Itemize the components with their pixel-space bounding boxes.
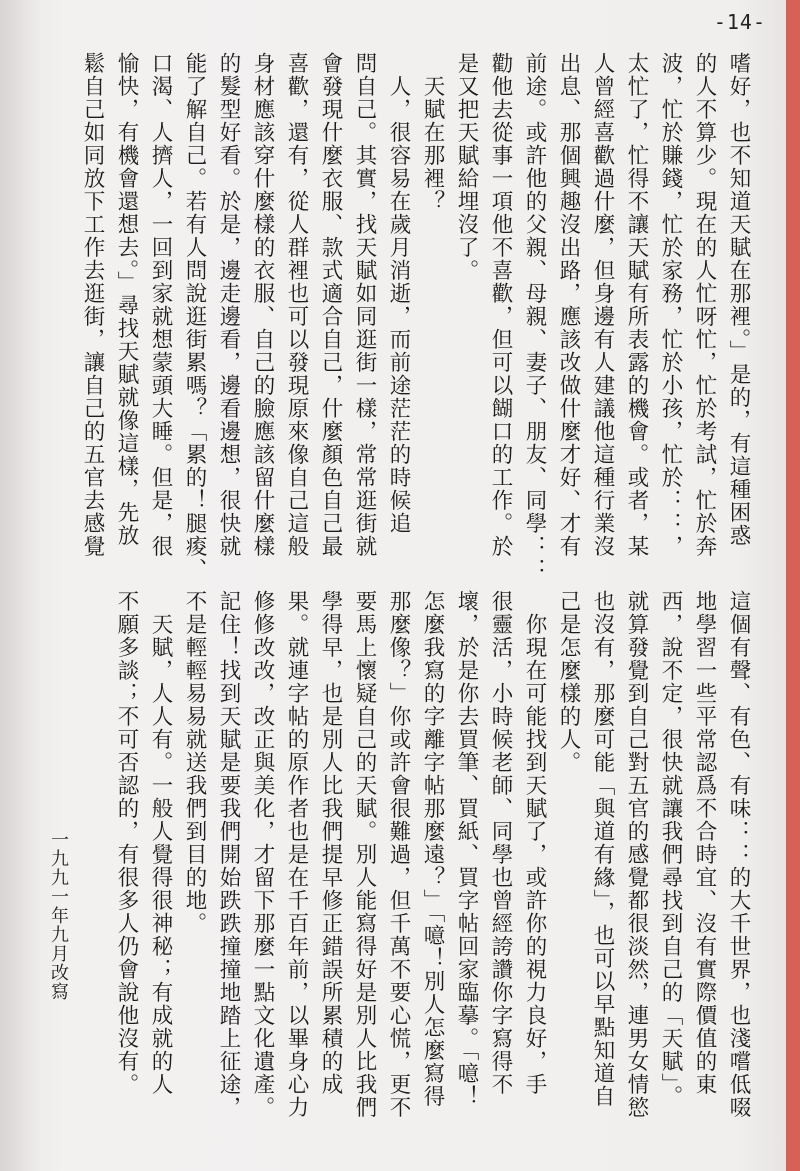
page-edge — [786, 0, 800, 1171]
column-spacer — [75, 590, 109, 1100]
gutter-shadow — [0, 0, 40, 1171]
text-column: 喜歡，還有，從人群裡也可以發現原來像自己這般 — [284, 52, 309, 558]
text-column: 就算發覺到自己對五官的感覺都很淡然，連男女情慾 — [624, 590, 649, 1119]
text-column: 的人不算少。現在的人忙呀忙，忙於考試，忙於奔 — [692, 52, 717, 558]
text-column: 嗜好，也不知道天賦在那裡。」是的，有這種困惑 — [726, 52, 751, 548]
text-column: 口渴、人擠人，一回到家就想蒙頭大睡。但是，很 — [148, 52, 173, 558]
text-column: 問自己。其實，找天賦如同逛街一樣，常常逛街就 — [352, 52, 377, 558]
text-column: 不願多談；不可否認的，有很多人仍會說他沒有。 — [114, 590, 139, 1096]
text-column: 的髮型好看。於是，邊走邊看，邊看邊想，很快就 — [216, 52, 241, 558]
bottom-text-block — [41, 590, 755, 1119]
text-column: 己是怎麼樣的人。 — [556, 590, 581, 774]
text-column: 西，說不定，很快就讓我們尋找到自己的「天賦」。 — [658, 590, 683, 1109]
text-column: 愉快，有機會還想去。」尋找天賦就像這樣，先放 — [114, 52, 139, 548]
text-column: 鬆自己如同放下工作去逛街，讓自己的五官去感覺 — [80, 52, 105, 558]
text-column: 這個有聲、有色、有味：：的大千世界，也淺嚐低啜 — [726, 590, 751, 1119]
text-column: 前途。或許他的父親、母親、妻子、朋友、同學：： — [522, 52, 547, 581]
revision-date: 一九九一年九月改寫 — [48, 830, 69, 1001]
text-column: 出息、那個興趣沒出路，應該改做什麼才好、才有 — [556, 52, 581, 558]
text-column: 很靈活，小時候老師、同學也曾經誇讚你字寫得不 — [488, 590, 513, 1096]
text-column: 太忙了，忙得不讓天賦有所表露的機會。或者，某 — [624, 52, 649, 558]
text-column: 怎麼我寫的字離字帖那麼遠？」「噫！別人怎麼寫得 — [420, 590, 445, 1109]
text-column: 地學習一些平常認爲不合時宜、沒有實際價值的東 — [692, 590, 717, 1096]
text-column: 修修改改，改正與美化，才留下那麼一點文化遺產。 — [250, 590, 275, 1119]
text-column: 會發現什麼衣服、款式適合自己，什麼顏色自己最 — [318, 52, 343, 558]
text-column: 學得早，也是別人比我們提早修正錯誤所累積的成 — [318, 590, 343, 1096]
text-column: 也沒有，那麼可能「與道有緣」，也可以早點知道自 — [590, 590, 615, 1109]
text-column: 那麼像？」你或許會很難過，但千萬不要心慌，更不 — [386, 590, 411, 1119]
text-column: 果。就連字帖的原作者也是在千百年前，以畢身心力 — [284, 590, 309, 1119]
text-column: 要馬上懷疑自己的天賦。別人能寫得好是別人比我們 — [352, 590, 377, 1119]
text-column: 勸他去從事一項他不喜歡，但可以餬口的工作。於 — [488, 52, 513, 558]
text-column: 人，很容易在歲月消逝，而前途茫茫的時候追 — [386, 52, 411, 535]
top-text-block — [75, 52, 755, 581]
text-column: 人曾經喜歡過什麼，但身邊有人建議他這種行業沒 — [590, 52, 615, 558]
text-column: 不是輕輕易易就送我們到目的地。 — [182, 590, 207, 935]
text-column: 天賦，人人有。一般人覺得很神秘；有成就的人 — [148, 590, 173, 1096]
text-column: 波，忙於賺錢，忙於家務，忙於小孩，忙於：：， — [658, 52, 683, 558]
text-column: 你現在可能找到天賦了，或許你的視力良好，手 — [522, 590, 547, 1096]
page-number: -14- — [713, 10, 766, 34]
text-column: 壞，於是你去買筆、買紙、買字帖回家臨摹。「噫！ — [454, 590, 479, 1109]
text-column: 是又把天賦給埋沒了。 — [454, 52, 479, 282]
text-column: 能了解自己。若有人問說逛街累嗎？「累的！腿痠、 — [182, 52, 207, 581]
text-column: 身材應該穿什麼樣的衣服、自己的臉應該留什麼樣 — [250, 52, 275, 558]
text-column: 天賦在那裡？ — [420, 52, 445, 213]
text-column: 記住！找到天賦是要我們開始跌跌撞撞地踏上征途， — [216, 590, 241, 1119]
